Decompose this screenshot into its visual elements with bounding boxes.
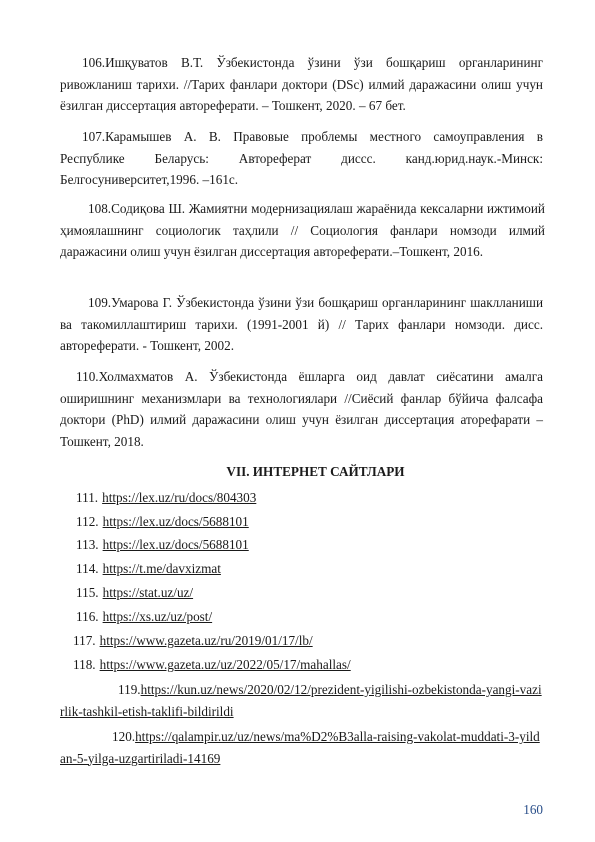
reference-number: 108.: [88, 201, 112, 216]
link-number: 111.: [76, 490, 99, 505]
reference-link[interactable]: https://kun.uz/news/2020/02/12/prezident-yigilishi-ozbekistonda-yangi-vazirlik-tashkil-etish-taklifi-bildirildi: [60, 682, 542, 719]
reference-text: Содиқова Ш. Жамиятни модернизациялаш жараёнида кексаларни ижтимоий ҳимоялашнинг социологик таҳлили // Социология фанлари номзоди илмий даражасини олиш учун ёзилган диссертация автореферати.–Тошкент, 2016.: [60, 201, 545, 259]
reference-link[interactable]: https://t.me/davxizmat: [102, 561, 221, 576]
link-item-119: [60, 679, 543, 722]
reference-110: [60, 366, 543, 452]
link-number: 112.: [76, 514, 99, 529]
reference-number: 107.: [82, 129, 106, 144]
link-number: 120.: [112, 729, 136, 744]
link-number: 113.: [76, 537, 99, 552]
reference-text: Холмахматов А. Ўзбекистонда ёшларга оид давлат сиёсатини амалга оширишнинг механизмлари ва технологиялари //Сиёсий фанлар бўйича фалсафа доктори (PhD) илмий даражасини олиш учун ёзилган диссертация аторефарати – Тошкент, 2018.: [60, 369, 543, 449]
reference-link[interactable]: https://lex.uz/ru/docs/804303: [102, 490, 257, 505]
reference-text: Умарова Г. Ўзбекистонда ўзини ўзи бошқариш органларининг шаклланиши ва такомиллаштириш тарихи. (1991-2001 й) // Тарих фанлари номзоди. дисс. автореферати. - Тошкент, 2002.: [60, 295, 543, 353]
link-item-113: [76, 535, 249, 555]
reference-text: Ишқуватов В.Т. Ўзбекистонда ўзини ўзи бошқариш органларининг ривожланиш тарихи. //Тарих фанлари доктори (DSc) илмий даражасини олиш учун ёзилган диссертация автореферати. – Тошкент, 2020. – 67 бет.: [60, 55, 543, 113]
section-heading: VII. ИНТЕРНЕТ САЙТЛАРИ: [226, 464, 405, 479]
reference-link[interactable]: https://lex.uz/docs/5688101: [102, 514, 249, 529]
reference-link[interactable]: https://qalampir.uz/uz/news/ma%D2%B3alla-raising-vakolat-muddati-3-yildan-5-yilga-uzgartiriladi-14169: [60, 729, 540, 766]
page-number: 160: [523, 802, 543, 817]
link-item-117: [73, 631, 313, 651]
link-item-120: [60, 726, 545, 769]
reference-number: 110.: [76, 369, 99, 384]
link-item-112: [76, 512, 249, 532]
link-number: 119.: [118, 682, 141, 697]
reference-link[interactable]: https://www.gazeta.uz/ru/2019/01/17/lb/: [99, 633, 313, 648]
link-number: 117.: [73, 633, 96, 648]
reference-number: 106.: [82, 55, 106, 70]
link-number: 114.: [76, 561, 99, 576]
link-number: 118.: [73, 657, 96, 672]
link-number: 116.: [76, 609, 99, 624]
reference-number: 109.: [88, 295, 112, 310]
reference-link[interactable]: https://stat.uz/uz/: [102, 585, 194, 600]
reference-109: [60, 292, 543, 357]
reference-text: Карамышев А. В. Правовые проблемы местного самоуправления в Республике Беларусь: Автореферат диссс. канд.юрид.наук.-Минск: Белгосуниверситет,1996. –161с.: [60, 129, 543, 187]
link-item-118: [73, 655, 351, 675]
reference-link[interactable]: https://lex.uz/docs/5688101: [102, 537, 249, 552]
link-item-111: [76, 488, 256, 508]
reference-link[interactable]: https://www.gazeta.uz/uz/2022/05/17/mahallas/: [99, 657, 351, 672]
link-item-116: [76, 607, 212, 627]
reference-108: [60, 198, 545, 263]
link-number: 115.: [76, 585, 99, 600]
reference-107: [60, 126, 543, 191]
reference-106: [60, 52, 543, 117]
link-item-115: [76, 583, 193, 603]
reference-link[interactable]: https://xs.uz/uz/post/: [102, 609, 213, 624]
link-item-114: [76, 559, 221, 579]
